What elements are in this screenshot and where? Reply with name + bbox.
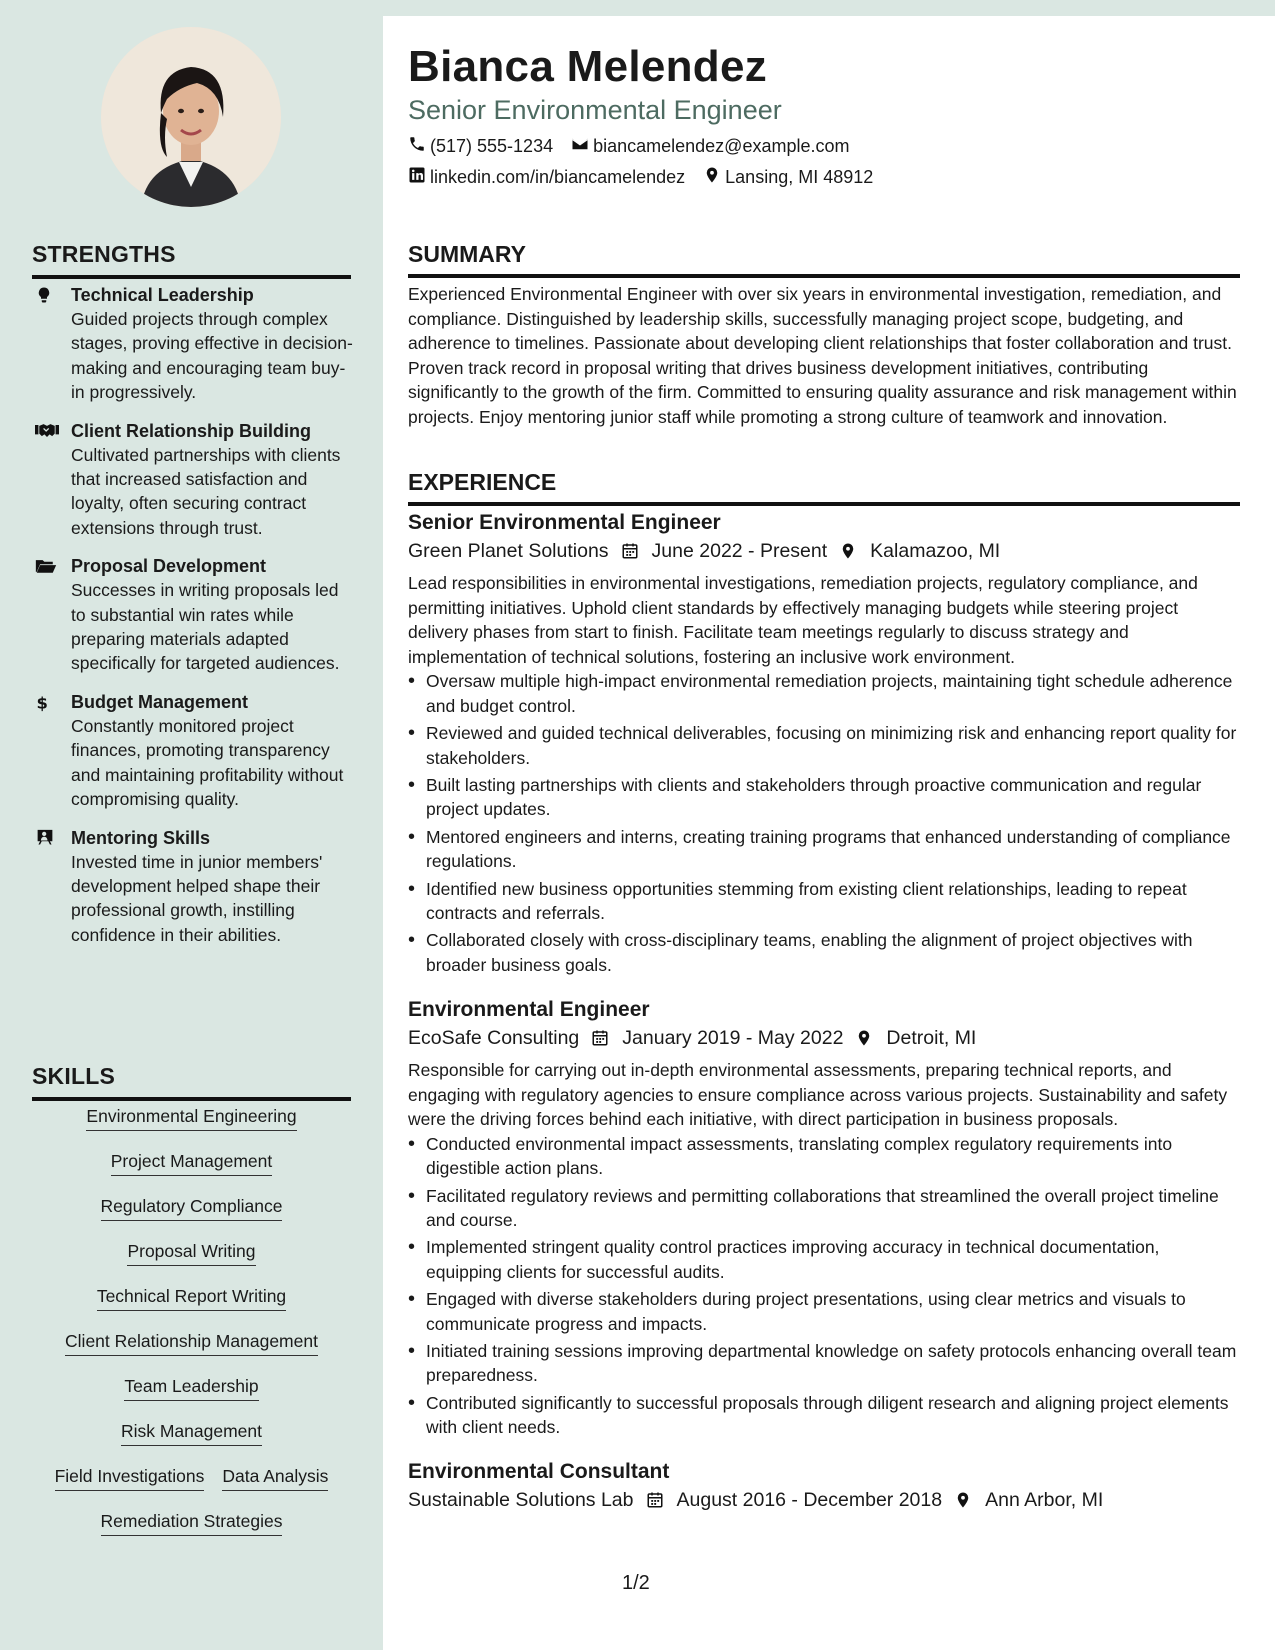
job-title: Senior Environmental Engineer [408,511,721,534]
job-dates: January 2019 - May 2022 [622,1027,844,1049]
strength-body [71,554,354,676]
summary-heading: SUMMARY [408,241,1240,278]
skill-tag: Remediation Strategies [101,1510,283,1536]
strength-item [32,419,354,541]
job-location: Kalamazoo, MI [870,540,1001,562]
skill-tag: Technical Report Writing [97,1285,286,1311]
skill-tag: Proposal Writing [127,1240,255,1266]
calendar-icon [646,1491,664,1509]
email-contact[interactable] [571,135,849,158]
envelope-icon [571,135,589,158]
skill-row [32,1330,351,1375]
skills-list [32,1105,351,1555]
skill-row [32,1240,351,1285]
contact-row-1 [408,135,850,158]
phone-icon [408,135,426,158]
strength-item [32,690,354,812]
job-meta [408,1024,1240,1052]
location-text: Lansing, MI 48912 [725,167,874,187]
job-title: Environmental Consultant [408,1460,670,1483]
strength-body [71,826,354,948]
strength-body [71,419,354,541]
job-bullet: • Oversaw multiple high-impact environmental remediation projects, maintaining tight schedule adherence and budget control. [408,669,1240,718]
summary-text: Experienced Environmental Engineer with over six years in environmental investigation, remediation, and compliance. Distinguished by leadership skills, successfully managing project scope, budgeting, and adherence to timelines. Passionate about developing client relationships that foster collaboration and trust. Proven track record in proposal writing that drives business development initiatives, contributing significantly to the growth of the firm. Committed to ensuring quality assurance and risk management within projects. Enjoy mentoring junior staff while promoting a strong culture of teamwork and innovation. [408,284,1237,427]
skill-row [32,1510,351,1555]
strength-title: Technical Leadership [71,285,254,305]
job-bullet: • Conducted environmental impact assessments, translating complex regulatory requirements into digestible action plans. [408,1132,1240,1181]
skill-row [32,1285,351,1330]
top-accent-strip [383,0,1275,16]
strength-title: Proposal Development [71,556,267,577]
profile-photo [101,27,281,207]
company-name: Green Planet Solutions [408,540,609,562]
strength-description: Constantly monitored project finances, promoting transparency and maintaining profitability without compromising quality. [71,715,344,810]
company-name: EcoSafe Consulting [408,1027,580,1049]
phone-contact [408,135,553,158]
phone-text: (517) 555-1234 [430,136,554,156]
skill-tag: Client Relationship Management [65,1330,318,1356]
lightbulb-icon [32,283,71,405]
map-pin-icon [855,1029,873,1047]
job-bullet: • Identified new business opportunities stemming from existing client relationships, leading to repeat contracts and referrals. [408,877,1240,926]
skill-row [32,1195,351,1240]
strengths-list [32,283,354,961]
map-pin-icon [839,542,857,560]
experience-heading: EXPERIENCE [408,469,1240,506]
job-bullet: • Engaged with diverse stakeholders during project presentations, using clear metrics and visuals to communicate progress and impacts. [408,1287,1240,1336]
strengths-heading: STRENGTHS [32,241,351,279]
skill-tag: Team Leadership [124,1375,258,1401]
linkedin-text[interactable]: linkedin.com/in/biancamelendez [430,167,686,187]
job-bullet: • Initiated training sessions improving departmental knowledge on safety protocols enhancing overall team preparedness. [408,1339,1240,1388]
skill-row [32,1465,351,1510]
strength-description: Guided projects through complex stages, proving effective in decision-making and encouraging team buy-in progressively. [71,309,353,403]
job-entry [408,996,1240,1443]
strength-title: Client Relationship Building [71,420,311,441]
skills-heading: SKILLS [32,1063,351,1101]
skill-row [32,1150,351,1195]
strength-description: Invested time in junior members' development helped shape their professional growth, instilling confidence in their abilities. [71,851,323,945]
job-bullet: • Facilitated regulatory reviews and permitting collaborations that streamlined the overall project timeline and course. [408,1184,1240,1233]
job-dates: June 2022 - Present [651,540,828,562]
map-pin-icon [954,1491,972,1509]
candidate-title: Senior Environmental Engineer [408,95,782,125]
job-bullets [408,1132,1240,1440]
job-bullet: • Implemented stringent quality control practices improving accuracy in technical documentation, equipping clients for successful audits. [408,1235,1240,1284]
folder-open-icon [32,554,71,676]
skill-row [32,1375,351,1420]
strength-description: Successes in writing proposals led to substantial win rates while preparing materials adapted specifically for targeted audiences. [71,580,340,674]
linkedin-icon [408,166,426,189]
location-contact [703,166,873,189]
skill-row [32,1420,351,1465]
job-meta [408,537,1240,565]
strength-item [32,283,354,405]
job-bullet: • Mentored engineers and interns, creating training programs that enhanced understanding of compliance regulations. [408,825,1240,874]
skill-row [32,1105,351,1150]
strength-item [32,826,354,948]
job-title: Environmental Engineer [408,998,650,1021]
job-location: Detroit, MI [886,1027,977,1049]
skill-tag: Project Management [111,1150,272,1176]
page-number: 1/2 [622,1572,650,1594]
job-bullets [408,669,1240,977]
email-text[interactable]: biancamelendez@example.com [593,136,850,156]
job-entry [408,1458,1240,1520]
dollar-icon [32,690,71,812]
strength-description: Cultivated partnerships with clients that increased satisfaction and loyalty, often securing contract extensions through trust. [71,444,341,538]
job-dates: August 2016 - December 2018 [676,1489,943,1511]
teacher-icon [32,826,71,948]
job-meta [408,1486,1240,1514]
job-bullet: • Reviewed and guided technical deliverables, focusing on minimizing risk and enhancing report quality for stakeholders. [408,721,1240,770]
strength-item [32,554,354,676]
skill-tag: Environmental Engineering [86,1105,296,1131]
strength-title: Mentoring Skills [71,827,211,848]
job-bullet: • Contributed significantly to successful proposals through diligent research and aligning project elements with client needs. [408,1391,1240,1440]
svg-text:$: $ [36,693,48,713]
job-description: Responsible for carrying out in-depth environmental assessments, preparing technical reports, and engaging with regulatory agencies to ensure compliance across various projects. Sustainability and safety were the driving forces behind each initiative, with direct participation in business proposals. [408,1060,1228,1130]
strength-body [71,283,354,405]
map-pin-icon [703,166,721,189]
linkedin-contact[interactable] [408,166,685,189]
handshake-icon [32,419,71,541]
skill-tag: Risk Management [121,1420,262,1446]
skill-tag: Data Analysis [222,1465,328,1491]
job-description: Lead responsibilities in environmental investigations, remediation projects, regulatory compliance, and permitting initiatives. Uphold client standards by effectively managing budgets while steering project delivery phases from start to finish. Facilitate team meetings regularly to discuss strategy and implementation of technical solutions, fostering an inclusive work environment. [408,573,1198,667]
calendar-icon [591,1029,609,1047]
job-bullet: • Collaborated closely with cross-disciplinary teams, enabling the alignment of project objectives with broader business goals. [408,928,1240,977]
strength-title: Budget Management [71,691,249,712]
job-location: Ann Arbor, MI [985,1489,1104,1511]
skill-tag: Field Investigations [55,1465,205,1491]
strength-body [71,690,354,812]
calendar-icon [621,542,639,560]
contact-row-2 [408,166,873,189]
job-entry [408,509,1240,980]
job-bullet: • Built lasting partnerships with clients and stakeholders through proactive communication and regular project updates. [408,773,1240,822]
candidate-name: Bianca Melendez [408,42,768,91]
company-name: Sustainable Solutions Lab [408,1489,634,1511]
skill-tag: Regulatory Compliance [101,1195,283,1221]
